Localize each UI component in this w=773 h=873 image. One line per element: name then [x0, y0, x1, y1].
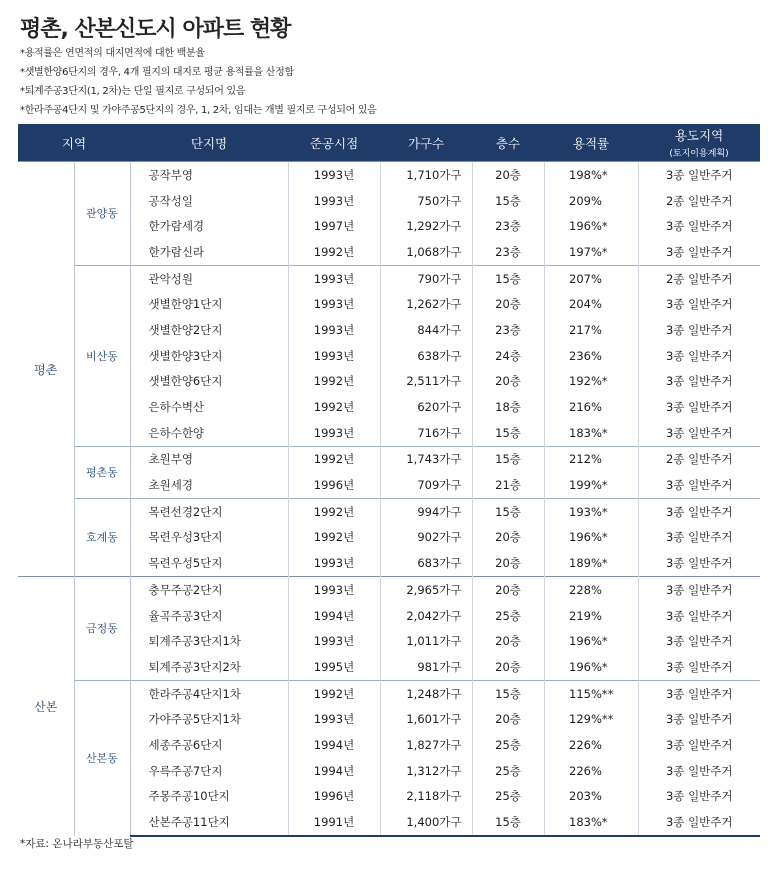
table-row: [18, 550, 760, 576]
zone-cell: 3종 일반주거: [638, 706, 760, 732]
far-value: 226%: [569, 763, 602, 778]
zone-cell: 3종 일반주거: [638, 603, 760, 629]
far-value: 236%: [569, 348, 602, 363]
dong-cell: 호계동: [74, 498, 130, 576]
table-row: [18, 265, 760, 291]
completion-cell: 1993년: [288, 343, 380, 369]
households-cell: 1,827가구: [380, 732, 472, 758]
households-cell: 790가구: [380, 265, 472, 291]
zone-cell: 3종 일반주거: [638, 784, 760, 810]
far-value: 204%: [569, 297, 602, 312]
apartment-table: [18, 124, 760, 837]
complex-name-cell: 우륵주공7단지: [130, 758, 288, 784]
header-households: 가구수: [380, 124, 472, 162]
table-header-row: [18, 124, 760, 162]
far-cell: [544, 162, 638, 188]
header-zone-label: 용도지역: [674, 128, 724, 143]
households-cell: 2,511가구: [380, 369, 472, 395]
far-value: 209%: [569, 193, 602, 208]
far-value: 193%*: [569, 504, 608, 519]
complex-name-cell: 가야주공5단지1차: [130, 706, 288, 732]
floors-cell: 23층: [472, 317, 544, 343]
zone-cell: 2종 일반주거: [638, 188, 760, 214]
note: *한라주공4단지 및 가야주공5단지의 경우, 1, 2차, 임대는 개별 필지로 구성되어 있음: [20, 105, 377, 116]
table-row: [18, 732, 760, 758]
far-value: 183%*: [569, 425, 608, 440]
households-cell: 1,262가구: [380, 291, 472, 317]
far-cell: [544, 213, 638, 239]
table-row: [18, 577, 760, 603]
far-cell: [544, 603, 638, 629]
completion-cell: 1994년: [288, 603, 380, 629]
households-cell: 1,011가구: [380, 628, 472, 654]
complex-name-cell: 한가람신라: [130, 239, 288, 265]
zone-cell: 3종 일반주거: [638, 343, 760, 369]
table-row: [18, 369, 760, 395]
table-row: [18, 239, 760, 265]
completion-cell: 1994년: [288, 758, 380, 784]
floors-cell: 15층: [472, 446, 544, 472]
zone-cell: 3종 일반주거: [638, 758, 760, 784]
header-completion: 준공시점: [288, 124, 380, 162]
far-value: 183%*: [569, 815, 608, 830]
far-cell: [544, 758, 638, 784]
far-value: 212%: [569, 452, 602, 467]
completion-cell: 1993년: [288, 628, 380, 654]
completion-cell: 1996년: [288, 784, 380, 810]
completion-cell: 1996년: [288, 472, 380, 498]
zone-cell: 3종 일반주거: [638, 420, 760, 446]
complex-name-cell: 한가람세경: [130, 213, 288, 239]
zone-cell: 3종 일반주거: [638, 369, 760, 395]
far-cell: [544, 577, 638, 603]
households-cell: 620가구: [380, 394, 472, 420]
far-cell: [544, 525, 638, 551]
floors-cell: 25층: [472, 603, 544, 629]
dong-cell: 금정동: [74, 577, 130, 681]
table-row: [18, 188, 760, 214]
households-cell: 2,965가구: [380, 577, 472, 603]
far-cell: [544, 369, 638, 395]
complex-name-cell: 목련우성5단지: [130, 550, 288, 576]
header-zone-sub: (토지이용계획): [669, 149, 729, 159]
floors-cell: 20층: [472, 162, 544, 188]
floors-cell: 15층: [472, 498, 544, 524]
floors-cell: 20층: [472, 654, 544, 680]
floors-cell: 20층: [472, 369, 544, 395]
completion-cell: 1995년: [288, 654, 380, 680]
complex-name-cell: 충무주공2단지: [130, 577, 288, 603]
far-cell: [544, 809, 638, 836]
far-cell: [544, 680, 638, 706]
floors-cell: 15층: [472, 680, 544, 706]
floors-cell: 21층: [472, 472, 544, 498]
table-row: [18, 291, 760, 317]
far-value: 219%: [569, 608, 602, 623]
completion-cell: 1993년: [288, 550, 380, 576]
far-value: 207%: [569, 271, 602, 286]
complex-name-cell: 한라주공4단지1차: [130, 680, 288, 706]
households-cell: 2,042가구: [380, 603, 472, 629]
table-row: [18, 446, 760, 472]
complex-name-cell: 세종주공6단지: [130, 732, 288, 758]
table-row: [18, 343, 760, 369]
zone-cell: 3종 일반주거: [638, 394, 760, 420]
far-value: 196%*: [569, 530, 608, 545]
header-region: 지역: [18, 124, 130, 162]
dong-cell: 평촌동: [74, 446, 130, 498]
households-cell: 994가구: [380, 498, 472, 524]
complex-name-cell: 퇴계주공3단지2차: [130, 654, 288, 680]
table-body: [18, 162, 760, 836]
far-value: 199%*: [569, 478, 608, 493]
zone-cell: 3종 일반주거: [638, 654, 760, 680]
dong-cell: 관양동: [74, 162, 130, 266]
zone-cell: 2종 일반주거: [638, 446, 760, 472]
households-cell: 1,292가구: [380, 213, 472, 239]
households-cell: 750가구: [380, 188, 472, 214]
floors-cell: 15층: [472, 188, 544, 214]
floors-cell: 25층: [472, 732, 544, 758]
households-cell: 1,312가구: [380, 758, 472, 784]
far-cell: [544, 654, 638, 680]
far-value: 216%: [569, 400, 602, 415]
table-row: [18, 680, 760, 706]
households-cell: 981가구: [380, 654, 472, 680]
complex-name-cell: 샛별한양3단지: [130, 343, 288, 369]
zone-cell: 3종 일반주거: [638, 239, 760, 265]
zone-cell: 3종 일반주거: [638, 472, 760, 498]
zone-cell: 3종 일반주거: [638, 525, 760, 551]
far-cell: [544, 188, 638, 214]
page-title: 평촌, 산본신도시 아파트 현황: [20, 17, 291, 42]
far-cell: [544, 706, 638, 732]
complex-name-cell: 샛별한양6단지: [130, 369, 288, 395]
completion-cell: 1994년: [288, 732, 380, 758]
far-cell: [544, 498, 638, 524]
households-cell: 902가구: [380, 525, 472, 551]
far-cell: [544, 550, 638, 576]
table-row: [18, 472, 760, 498]
floors-cell: 23층: [472, 213, 544, 239]
households-cell: 844가구: [380, 317, 472, 343]
table-row: [18, 706, 760, 732]
header-far: 용적률: [544, 124, 638, 162]
floors-cell: 20층: [472, 628, 544, 654]
note: *퇴계주공3단지(1, 2차)는 단일 필지로 구성되어 있음: [20, 86, 246, 97]
table-row: [18, 420, 760, 446]
far-value: 189%*: [569, 556, 608, 571]
complex-name-cell: 관악성원: [130, 265, 288, 291]
completion-cell: 1992년: [288, 525, 380, 551]
note: *용적률은 연면적의 대지면적에 대한 백분율: [20, 48, 205, 59]
completion-cell: 1993년: [288, 317, 380, 343]
table-row: [18, 809, 760, 836]
far-cell: [544, 265, 638, 291]
table-row: [18, 394, 760, 420]
floors-cell: 15층: [472, 809, 544, 836]
table-row: [18, 525, 760, 551]
floors-cell: 25층: [472, 784, 544, 810]
completion-cell: 1993년: [288, 291, 380, 317]
completion-cell: 1992년: [288, 680, 380, 706]
complex-name-cell: 율곡주공3단지: [130, 603, 288, 629]
floors-cell: 20층: [472, 525, 544, 551]
households-cell: 1,710가구: [380, 162, 472, 188]
far-cell: [544, 784, 638, 810]
header-zone: [638, 124, 760, 162]
households-cell: 1,743가구: [380, 446, 472, 472]
far-value: 129%**: [569, 712, 614, 727]
zone-cell: 3종 일반주거: [638, 628, 760, 654]
far-cell: [544, 472, 638, 498]
table-row: [18, 654, 760, 680]
completion-cell: 1992년: [288, 394, 380, 420]
zone-cell: 3종 일반주거: [638, 291, 760, 317]
complex-name-cell: 공작성일: [130, 188, 288, 214]
far-value: 115%**: [569, 686, 614, 701]
table-row: [18, 628, 760, 654]
header-floors: 층수: [472, 124, 544, 162]
far-value: 203%: [569, 789, 602, 804]
floors-cell: 20층: [472, 577, 544, 603]
complex-name-cell: 은하수벽산: [130, 394, 288, 420]
note: *샛별한양6단지의 경우, 4개 필지의 대지로 평균 용적률을 산정함: [20, 67, 294, 78]
zone-cell: 3종 일반주거: [638, 809, 760, 836]
households-cell: 1,400가구: [380, 809, 472, 836]
completion-cell: 1993년: [288, 188, 380, 214]
completion-cell: 1993년: [288, 420, 380, 446]
far-cell: [544, 732, 638, 758]
far-cell: [544, 317, 638, 343]
completion-cell: 1993년: [288, 265, 380, 291]
complex-name-cell: 초원세경: [130, 472, 288, 498]
households-cell: 1,068가구: [380, 239, 472, 265]
zone-cell: 3종 일반주거: [638, 550, 760, 576]
floors-cell: 24층: [472, 343, 544, 369]
table-row: [18, 162, 760, 188]
table-row: [18, 784, 760, 810]
households-cell: 638가구: [380, 343, 472, 369]
floors-cell: 25층: [472, 758, 544, 784]
far-value: 196%*: [569, 659, 608, 674]
households-cell: 2,118가구: [380, 784, 472, 810]
zone-cell: 3종 일반주거: [638, 498, 760, 524]
far-value: 192%*: [569, 374, 608, 389]
completion-cell: 1992년: [288, 369, 380, 395]
completion-cell: 1991년: [288, 809, 380, 836]
far-value: 228%: [569, 582, 602, 597]
floors-cell: 15층: [472, 265, 544, 291]
far-cell: [544, 343, 638, 369]
far-cell: [544, 420, 638, 446]
table-row: [18, 213, 760, 239]
complex-name-cell: 목련우성3단지: [130, 525, 288, 551]
notes: [20, 44, 760, 120]
households-cell: 709가구: [380, 472, 472, 498]
completion-cell: 1993년: [288, 162, 380, 188]
floors-cell: 23층: [472, 239, 544, 265]
floors-cell: 20층: [472, 291, 544, 317]
households-cell: 716가구: [380, 420, 472, 446]
households-cell: 683가구: [380, 550, 472, 576]
households-cell: 1,248가구: [380, 680, 472, 706]
completion-cell: 1992년: [288, 446, 380, 472]
zone-cell: 3종 일반주거: [638, 213, 760, 239]
zone-cell: 3종 일반주거: [638, 680, 760, 706]
complex-name-cell: 샛별한양2단지: [130, 317, 288, 343]
floors-cell: 20층: [472, 706, 544, 732]
completion-cell: 1997년: [288, 213, 380, 239]
header-name: 단지명: [130, 124, 288, 162]
floors-cell: 20층: [472, 550, 544, 576]
floors-cell: 18층: [472, 394, 544, 420]
complex-name-cell: 퇴계주공3단지1차: [130, 628, 288, 654]
far-value: 217%: [569, 322, 602, 337]
far-cell: [544, 628, 638, 654]
far-cell: [544, 394, 638, 420]
table-row: [18, 317, 760, 343]
complex-name-cell: 공작부영: [130, 162, 288, 188]
zone-cell: 3종 일반주거: [638, 162, 760, 188]
far-value: 197%*: [569, 244, 608, 259]
complex-name-cell: 주몽주공10단지: [130, 784, 288, 810]
region-cell: 평촌: [18, 162, 74, 577]
completion-cell: 1992년: [288, 498, 380, 524]
complex-name-cell: 목련선경2단지: [130, 498, 288, 524]
region-cell: 산본: [18, 577, 74, 836]
far-cell: [544, 291, 638, 317]
zone-cell: 2종 일반주거: [638, 265, 760, 291]
completion-cell: 1993년: [288, 577, 380, 603]
complex-name-cell: 산본주공11단지: [130, 809, 288, 836]
households-cell: 1,601가구: [380, 706, 472, 732]
completion-cell: 1992년: [288, 239, 380, 265]
far-value: 198%*: [569, 167, 608, 182]
far-value: 196%*: [569, 219, 608, 234]
far-cell: [544, 446, 638, 472]
table-row: [18, 603, 760, 629]
table-row: [18, 498, 760, 524]
far-cell: [544, 239, 638, 265]
floors-cell: 15층: [472, 420, 544, 446]
zone-cell: 3종 일반주거: [638, 732, 760, 758]
zone-cell: 3종 일반주거: [638, 577, 760, 603]
dong-cell: 산본동: [74, 680, 130, 836]
far-value: 196%*: [569, 634, 608, 649]
table-row: [18, 758, 760, 784]
completion-cell: 1993년: [288, 706, 380, 732]
dong-cell: 비산동: [74, 265, 130, 446]
far-value: 226%: [569, 737, 602, 752]
complex-name-cell: 초원부영: [130, 446, 288, 472]
complex-name-cell: 은하수한양: [130, 420, 288, 446]
complex-name-cell: 샛별한양1단지: [130, 291, 288, 317]
source-note: *자료: 온나라부동산포탈: [20, 838, 134, 850]
zone-cell: 3종 일반주거: [638, 317, 760, 343]
